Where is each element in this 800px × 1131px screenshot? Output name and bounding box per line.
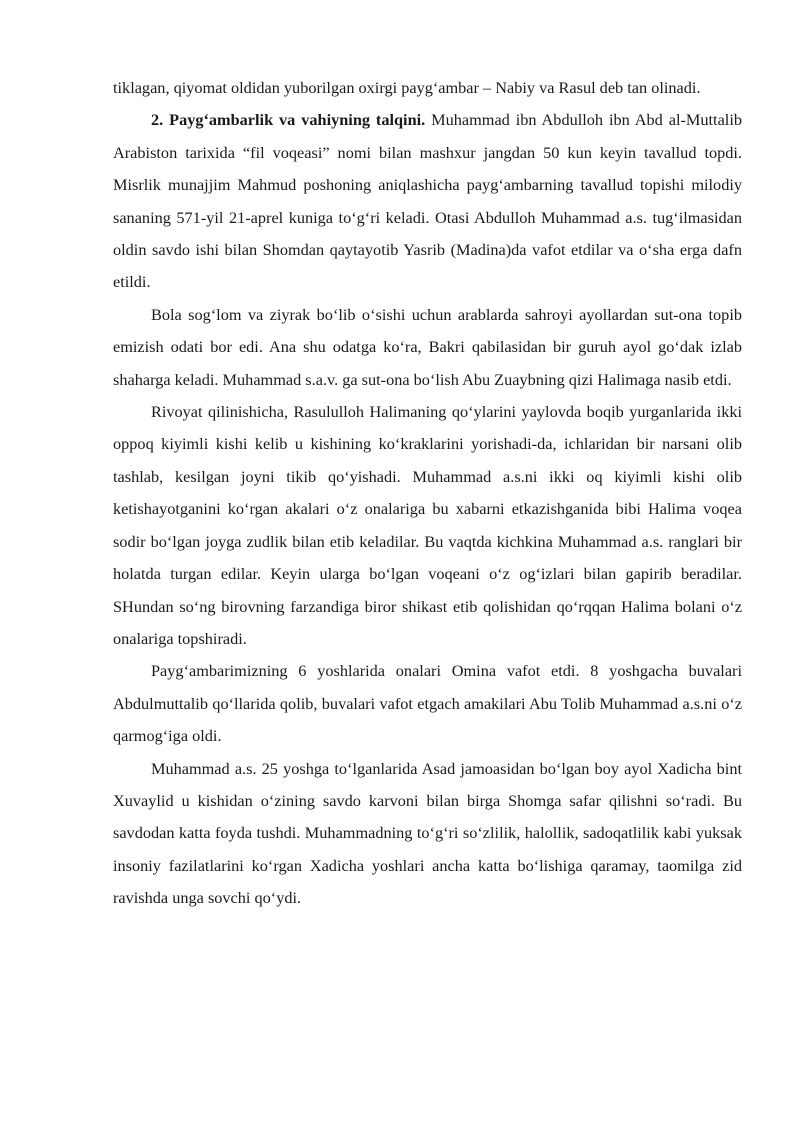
paragraph-text: Muhammad ibn Abdulloh ibn Abd al-Muttalib Arabiston tarixida “fil voqeasi” nomi bilan mashxur jangdan 50 kun keyin tavallud topdi. Misrlik munajjim Mahmud poshoning aniqlashicha payg‘ambarning tavallud topishi milodiy sananing 571-yil 21-aprel kuniga to‘g‘ri keladi. Otasi Abdulloh Muhammad a.s. tug‘ilmasidan oldin savdo ishi bilan Shomdan qaytayotib Yasrib (Madina)da vafot etdilar va o‘sha erga dafn etildi. <box>113 110 742 292</box>
document-body <box>113 72 742 915</box>
paragraph-orphan <box>113 655 742 752</box>
paragraph-text: Payg‘ambarimizning 6 yoshlarida onalari Omina vafot etdi. 8 yoshgacha buvalari Abdulmuttalib qo‘llarida qolib, buvalari vafot etgach amakilari Abu Tolib Muhammad a.s.ni o‘z qarmog‘iga oldi. <box>113 661 742 746</box>
paragraph-text: Bola sog‘lom va ziyrak bo‘lib o‘sishi uchun arablarda sahroyi ayollardan sut-ona topib emizish odati bor edi. Ana shu odatga ko‘ra, Bakri qabilasidan bir guruh ayol go‘dak izlab shaharga keladi. Muhammad s.a.v. ga sut-ona bo‘lish Abu Zuaybning qizi Halimaga nasib etdi. <box>113 304 742 389</box>
paragraph-childhood <box>113 299 742 396</box>
paragraph-narration <box>113 396 742 655</box>
paragraph-text: Rivoyat qilinishicha, Rasululloh Halimaning qo‘ylarini yaylovda boqib yurganlarida ikki oppoq kiyimli kishi kelib u kishining ko‘kraklarini yorishadi-da, ichlaridan bir narsani olib tashlab, kesilgan joyni tikib qo‘yishadi. Muhammad a.s.ni ikki oq kiyimli kishi olib ketishayotganini ko‘rgan akalari o‘z onalariga bu xabarni etkazishganida bibi Halima voqea sodir bo‘lgan joyga zudlik bilan etib keladilar. Bu vaqtda kichkina Muhammad a.s. ranglari bir holatda turgan edilar. Keyin ularga bo‘lgan voqeani o‘z og‘izlari bilan gapirib beradilar. SHundan so‘ng birovning farzandiga biror shikast etib qolishidan qo‘rqqan Halima bolani o‘z onalariga topshiradi. <box>113 402 742 648</box>
paragraph-text: tiklagan, qiyomat oldidan yuborilgan oxirgi payg‘ambar – Nabiy va Rasul deb tan olinadi. <box>113 78 701 97</box>
paragraph-continuation <box>113 72 742 104</box>
paragraph-khadija <box>113 753 742 915</box>
paragraph-section-2 <box>113 104 742 298</box>
section-heading: 2. Payg‘ambarlik va vahiyning talqini. <box>151 110 426 130</box>
paragraph-text: Muhammad a.s. 25 yoshga to‘lganlarida Asad jamoasidan bo‘lgan boy ayol Xadicha bint Xuvaylid u kishidan o‘zining savdo karvoni bilan birga Shomga safar qilishni so‘radi. Bu savdodan katta foyda tushdi. Muhammadning to‘g‘ri so‘zlilik, halollik, sadoqatlilik kabi yuksak insoniy fazilatlarini ko‘rgan Xadicha yoshlari ancha katta bo‘lishiga qaramay, taomilga zid ravishda unga sovchi qo‘ydi. <box>113 758 742 908</box>
